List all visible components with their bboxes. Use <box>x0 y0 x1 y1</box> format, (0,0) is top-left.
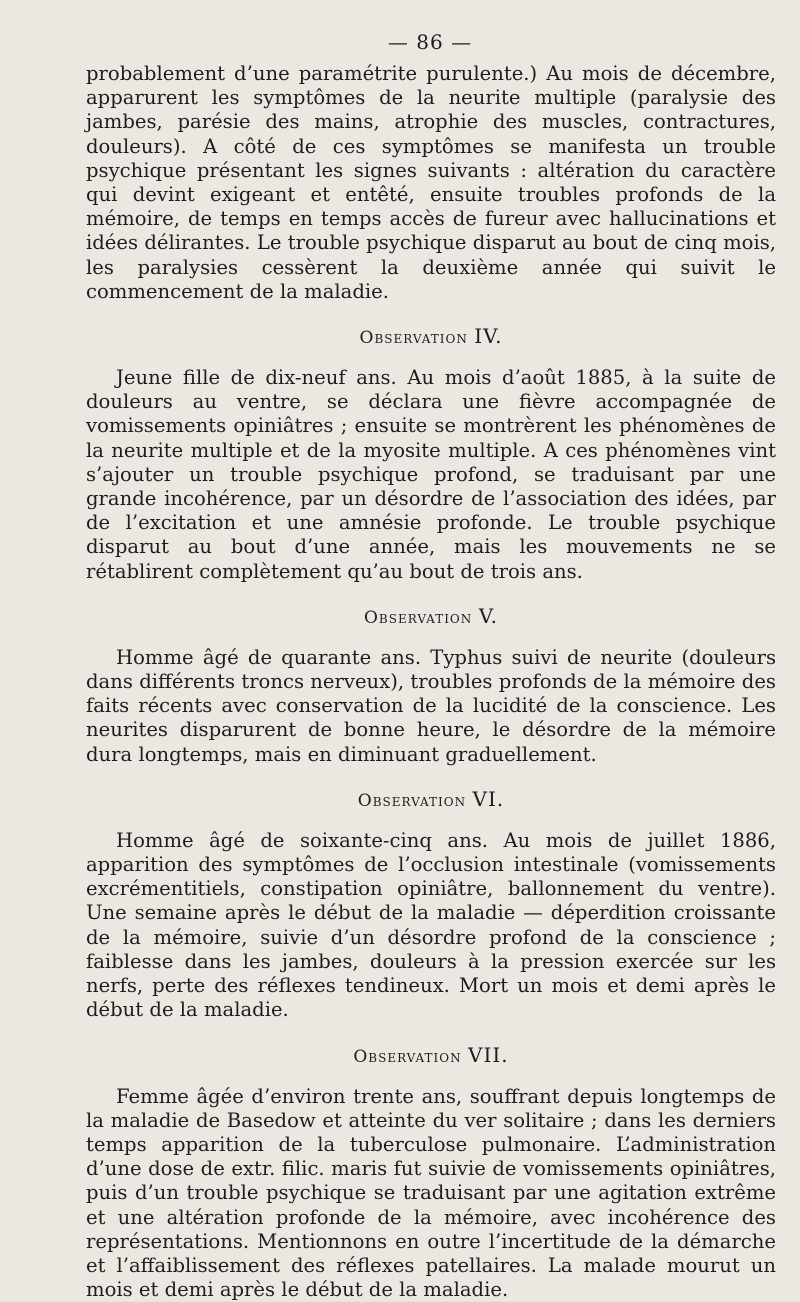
observation-number: VII. <box>468 1043 509 1067</box>
text-column <box>86 62 776 1302</box>
observation-heading-iv <box>86 324 776 348</box>
observation-text-v: Homme âgé de quarante ans. Typhus suivi de neurite (douleurs dans différents troncs nerveux), troubles profonds de la mémoire des faits récents avec conservation de la lucidité de la conscience. Les neurites disparurent de bonne heure, le désordre de la mémoire dura longtemps, mais en diminuant graduellement. <box>86 646 776 767</box>
page-number: — 86 — <box>0 30 800 54</box>
observation-heading-v <box>86 604 776 628</box>
observation-heading-vi <box>86 787 776 811</box>
observation-number: IV. <box>474 324 502 348</box>
observation-label: Observation <box>360 328 468 348</box>
observation-label: Observation <box>353 1047 461 1067</box>
observation-heading-vii <box>86 1043 776 1067</box>
observation-label: Observation <box>358 791 466 811</box>
observation-text-vi: Homme âgé de soixante-cinq ans. Au mois de juillet 1886, apparition des symptômes de l’occlusion intestinale (vomissements excrémentitiels, constipation opiniâtre, ballonnement du ventre). Une semaine après le début de la maladie — déperdition croissante de la mémoire, suivie d’un désordre profond de la conscience ; faiblesse dans les jambes, douleurs à la pression exercée sur les nerfs, perte des réflexes tendineux. Mort un mois et demi après le début de la maladie. <box>86 829 776 1023</box>
observation-text-vii: Femme âgée d’environ trente ans, souffrant depuis longtemps de la maladie de Basedow et atteinte du ver solitaire ; dans les derniers temps apparition de la tuberculose pulmonaire. L’administration d’une dose de extr. filic. maris fut suivie de vomissements opiniâtres, puis d’un trouble psychique se traduisant par une agitation extrême et une altération profonde de la mémoire, avec incohérence des représentations. Mentionnons en outre l’incertitude de la démarche et l’affaiblissement des réflexes patellaires. La malade mourut un mois et demi après le début de la maladie. <box>86 1085 776 1302</box>
observation-text-iv: Jeune fille de dix-neuf ans. Au mois d’août 1885, à la suite de douleurs au ventre, se déclara une fièvre accompagnée de vomissements opiniâtres ; ensuite se montrèrent les phénomènes de la neurite multiple et de la myosite multiple. A ces phénomènes vint s’ajouter un trouble psychique profond, se traduisant par une grande incohérence, par un désordre de l’association des idées, par de l’excitation et une amnésie profonde. Le trouble psychique disparut au bout d’une année, mais les mouvements ne se rétablirent complètement qu’au bout de trois ans. <box>86 366 776 584</box>
observation-number: VI. <box>473 787 505 811</box>
intro-paragraph: probablement d’une paramétrite purulente.) Au mois de décembre, apparurent les symptômes de la neurite multiple (paralysie des jambes, parésie des mains, atrophie des muscles, contractures, douleurs). A côté de ces symptômes se manifesta un trouble psychique présentant les signes suivants : altération du caractère qui devint exigeant et entêté, ensuite troubles profonds de la mémoire, de temps en temps accès de fureur avec hallucinations et idées délirantes. Le trouble psychique disparut au bout de cinq mois, les paralysies cessèrent la deuxième année qui suivit le commencement de la maladie. <box>86 62 776 304</box>
observation-label: Observation <box>364 608 472 628</box>
observation-number: V. <box>479 604 498 628</box>
